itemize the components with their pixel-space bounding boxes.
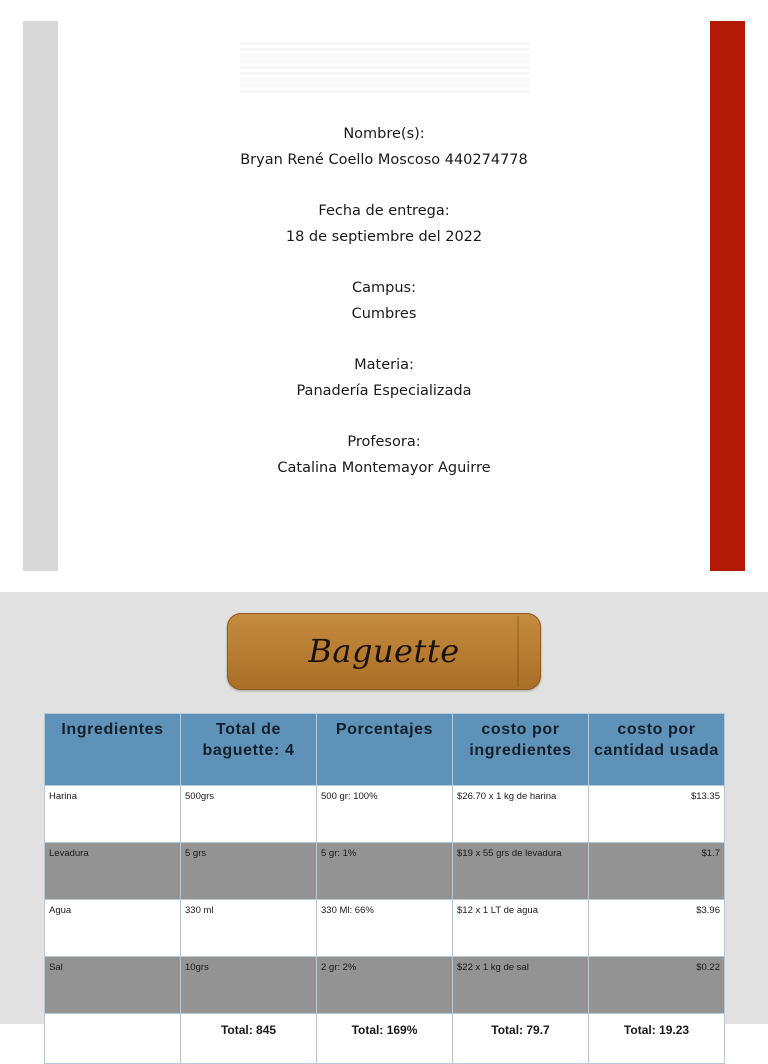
recipe-table	[44, 713, 725, 1064]
title-banner	[227, 613, 541, 690]
cell-quantity: 500grs	[181, 786, 317, 843]
table-row	[45, 843, 725, 900]
campus-value: Cumbres	[351, 305, 417, 322]
total-used-cost: Total: 19.23	[589, 1014, 725, 1064]
name-label: Nombre(s):	[343, 126, 425, 142]
date-block	[200, 199, 568, 250]
teacher-block	[200, 430, 568, 481]
cell-unit-cost: $26.70 x 1 kg de harina	[453, 786, 589, 843]
cell-ingredient: Harina	[45, 786, 181, 843]
cell-used-cost: $0.22	[589, 957, 725, 1014]
teacher-label: Profesora:	[347, 434, 421, 450]
cell-quantity: 10grs	[181, 957, 317, 1014]
faded-title-block	[240, 40, 530, 96]
date-label: Fecha de entrega:	[318, 203, 450, 219]
header-cost-per-ingredient: costo por ingredientes	[453, 714, 589, 786]
header-percentages: Porcentajes	[317, 714, 453, 786]
header-total: Total de baguette: 4	[181, 714, 317, 786]
cell-ingredient: Levadura	[45, 843, 181, 900]
header-ingredients: Ingredientes	[45, 714, 181, 786]
cell-unit-cost: $22 x 1 kg de sal	[453, 957, 589, 1014]
subject-label: Materia:	[354, 357, 414, 373]
cell-ingredient: Sal	[45, 957, 181, 1014]
total-quantity: Total: 845	[181, 1014, 317, 1064]
campus-block	[200, 276, 568, 327]
name-block	[200, 122, 568, 173]
cell-percentage: 5 gr: 1%	[317, 843, 453, 900]
header-cost-used: costo por cantidad usada	[589, 714, 725, 786]
campus-label: Campus:	[352, 280, 416, 296]
subject-value: Panadería Especializada	[296, 382, 472, 399]
total-empty-cell	[45, 1014, 181, 1064]
subject-block	[200, 353, 568, 404]
total-percentage: Total: 169%	[317, 1014, 453, 1064]
left-decorative-stripe	[23, 21, 58, 571]
cover-info	[200, 122, 568, 507]
total-unit-cost: Total: 79.7	[453, 1014, 589, 1064]
name-value: Bryan René Coello Moscoso 440274778	[240, 151, 528, 168]
cell-ingredient: Agua	[45, 900, 181, 957]
recipe-title: Baguette	[308, 632, 460, 670]
cell-percentage: 500 gr: 100%	[317, 786, 453, 843]
cell-used-cost: $1.7	[589, 843, 725, 900]
cell-used-cost: $3.96	[589, 900, 725, 957]
table-header-row	[45, 714, 725, 786]
cell-used-cost: $13.35	[589, 786, 725, 843]
teacher-value: Catalina Montemayor Aguirre	[277, 459, 491, 476]
cell-percentage: 2 gr: 2%	[317, 957, 453, 1014]
recipe-page	[0, 592, 768, 1037]
cell-unit-cost: $19 x 55 grs de levadura	[453, 843, 589, 900]
cell-unit-cost: $12 x 1 LT de agua	[453, 900, 589, 957]
cell-quantity: 330 ml	[181, 900, 317, 957]
date-value: 18 de septiembre del 2022	[285, 228, 483, 245]
table-row	[45, 900, 725, 957]
cell-quantity: 5 grs	[181, 843, 317, 900]
table-row	[45, 786, 725, 843]
cell-percentage: 330 Ml: 66%	[317, 900, 453, 957]
totals-row	[45, 1014, 725, 1064]
right-decorative-stripe	[710, 21, 745, 571]
table-row	[45, 957, 725, 1014]
